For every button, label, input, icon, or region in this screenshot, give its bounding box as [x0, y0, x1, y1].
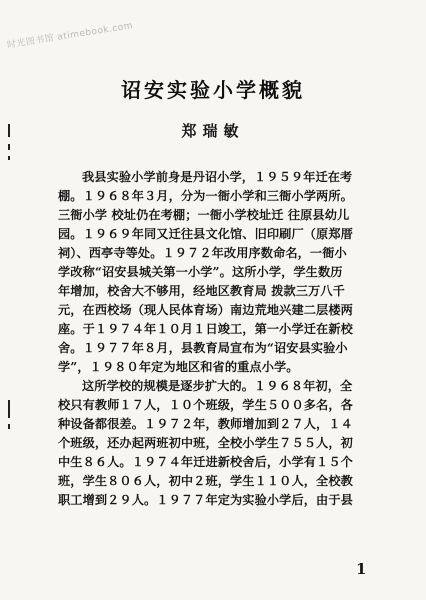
- text-line: 学”，１９８０年定为地区和省的重点小学。: [58, 360, 299, 374]
- text-line: 元，在西校场（现人民体育场）南边荒地兴建二层楼两: [58, 303, 353, 317]
- author-name: 郑瑞敏: [181, 122, 245, 140]
- text-line: 这所学校的规模是逐步扩大的。１９６８年初，全: [82, 379, 353, 393]
- text-line: 年增加，校舍大不够用，经地区教育局 拨款三万八千: [58, 284, 345, 298]
- binding-mark: [8, 400, 10, 418]
- text-line: 校只有教师１７人，１０个班级，学生５００多名，各: [58, 398, 353, 412]
- page-title: 诏安实验小学概貌: [121, 78, 305, 102]
- text-line: 班，学生８０６人，初中２班，学生１１０人，全校教: [58, 474, 353, 488]
- text-line: 祠）、西亭寺等处。１９７２年改用序数命名，一衙小: [58, 246, 347, 260]
- text-line: 种设备都很差。１９７２年，教师增加到２７人，１４: [58, 417, 353, 431]
- text-line: 棚。１９６８年３月，分为一衙小学和三衙小学两所。: [58, 189, 353, 203]
- page-number: 1: [356, 560, 367, 578]
- binding-mark: [8, 144, 10, 150]
- watermark: 时光图书馆 atimebook.com: [6, 21, 134, 51]
- text-line: 园。１９６９年同又迁往县文化馆、旧印刷厂（原郑厝: [58, 227, 353, 241]
- text-line: 学改称“诏安县城关第一小学”。这所小学，学生数历: [58, 265, 343, 279]
- binding-mark: [8, 156, 10, 160]
- text-line: 中生８６人。１９７４年迁进新校舍后，小学有１５个: [58, 455, 353, 469]
- article-body: [58, 168, 392, 510]
- text-line: 舍。１９７７年８月，县教育局宣布为“诏安县实验小: [58, 341, 348, 355]
- text-line: 个班级，还办起两班初中班，全校小学生７５５人，初: [58, 436, 353, 450]
- binding-mark: [8, 424, 10, 429]
- text-line: 座。于１９７４年１０月１日竣工，第一小学迁在新校: [58, 322, 353, 336]
- text-line: 我县实验小学前身是丹诏小学，１９５９年迁在考: [82, 170, 353, 184]
- binding-mark: [8, 124, 10, 137]
- text-line: 三衙小学 校址仍在考棚；一衙小学校址迁 往原县幼儿: [58, 208, 350, 222]
- text-line: 职工增到２９人。１９７７年定为实验小学后，由于县: [58, 493, 353, 507]
